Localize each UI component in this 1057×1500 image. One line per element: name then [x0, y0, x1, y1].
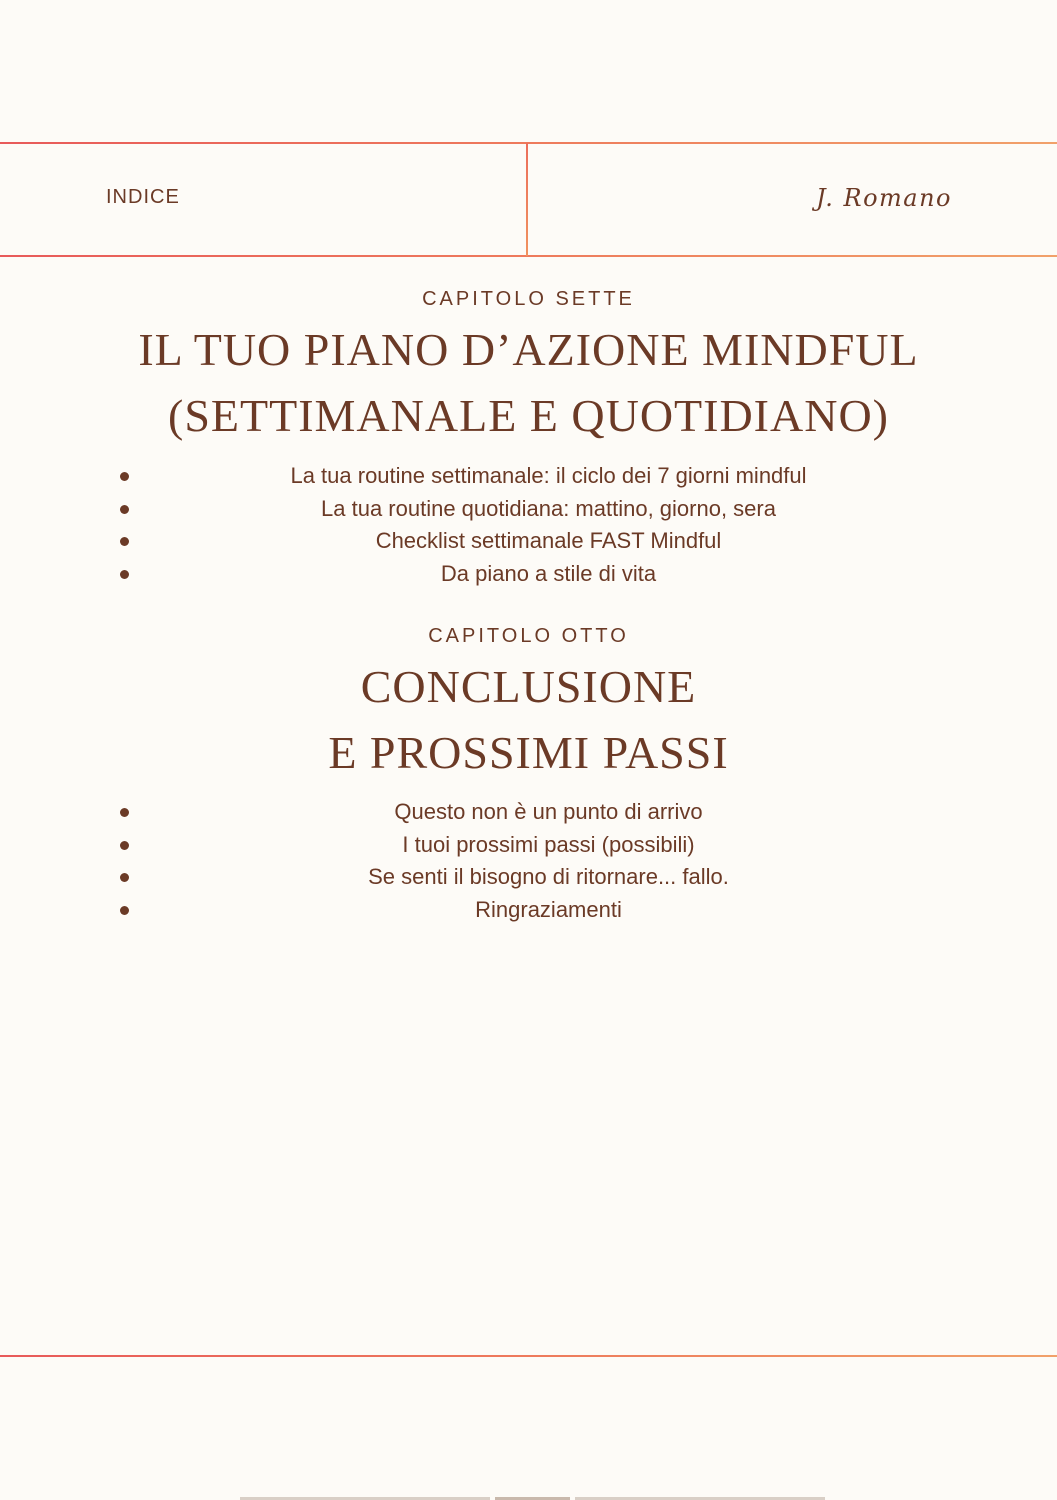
header-top-rule — [0, 142, 1057, 144]
bullet-icon — [120, 906, 129, 915]
list-item — [0, 525, 1057, 558]
list-item-label: I tuoi prossimi passi (possibili) — [402, 831, 695, 857]
bullet-icon — [120, 873, 129, 882]
list-item-label: La tua routine quotidiana: mattino, giorno, sera — [321, 495, 776, 521]
chapter-kicker: CAPITOLO OTTO — [428, 625, 629, 647]
list-item — [0, 894, 1057, 927]
chapter-seven — [0, 288, 1057, 449]
bullet-icon — [120, 570, 129, 579]
chapter-eight — [0, 625, 1057, 786]
chapter-title-line: E PROSSIMI PASSI — [328, 727, 729, 778]
chapter-title-line: (SETTIMANALE E QUOTIDIANO) — [168, 390, 889, 441]
list-item — [0, 493, 1057, 526]
list-item — [0, 796, 1057, 829]
chapter-seven-list — [0, 460, 1057, 590]
section-label: INDICE — [106, 186, 180, 208]
list-item — [0, 460, 1057, 493]
list-item-label: Checklist settimanale FAST Mindful — [375, 528, 722, 553]
bullet-icon — [120, 472, 129, 481]
list-item-label: Ringraziamenti — [475, 896, 622, 922]
bullet-icon — [120, 808, 129, 817]
author-name: J. Romano — [815, 184, 952, 212]
chapter-title-line: IL TUO PIANO D’AZIONE MINDFUL — [138, 324, 919, 375]
bullet-icon — [120, 841, 129, 850]
list-item-label: Da piano a stile di vita — [440, 560, 657, 586]
list-item-label: Questo non è un punto di arrivo — [394, 799, 703, 824]
chapter-title-line: CONCLUSIONE — [360, 661, 697, 712]
footer-rule — [0, 1355, 1057, 1357]
header-divider — [526, 143, 528, 256]
list-item-label: Se senti il bisogno di ritornare... fallo. — [368, 864, 729, 889]
list-item — [0, 558, 1057, 591]
list-item — [0, 829, 1057, 862]
header-bottom-rule — [0, 255, 1057, 257]
list-item-label: La tua routine settimanale: il ciclo dei 7 giorni mindful — [290, 463, 807, 488]
chapter-kicker: CAPITOLO SETTE — [422, 288, 635, 310]
bullet-icon — [120, 537, 129, 546]
bullet-icon — [120, 505, 129, 514]
list-item — [0, 861, 1057, 894]
chapter-eight-list — [0, 796, 1057, 926]
